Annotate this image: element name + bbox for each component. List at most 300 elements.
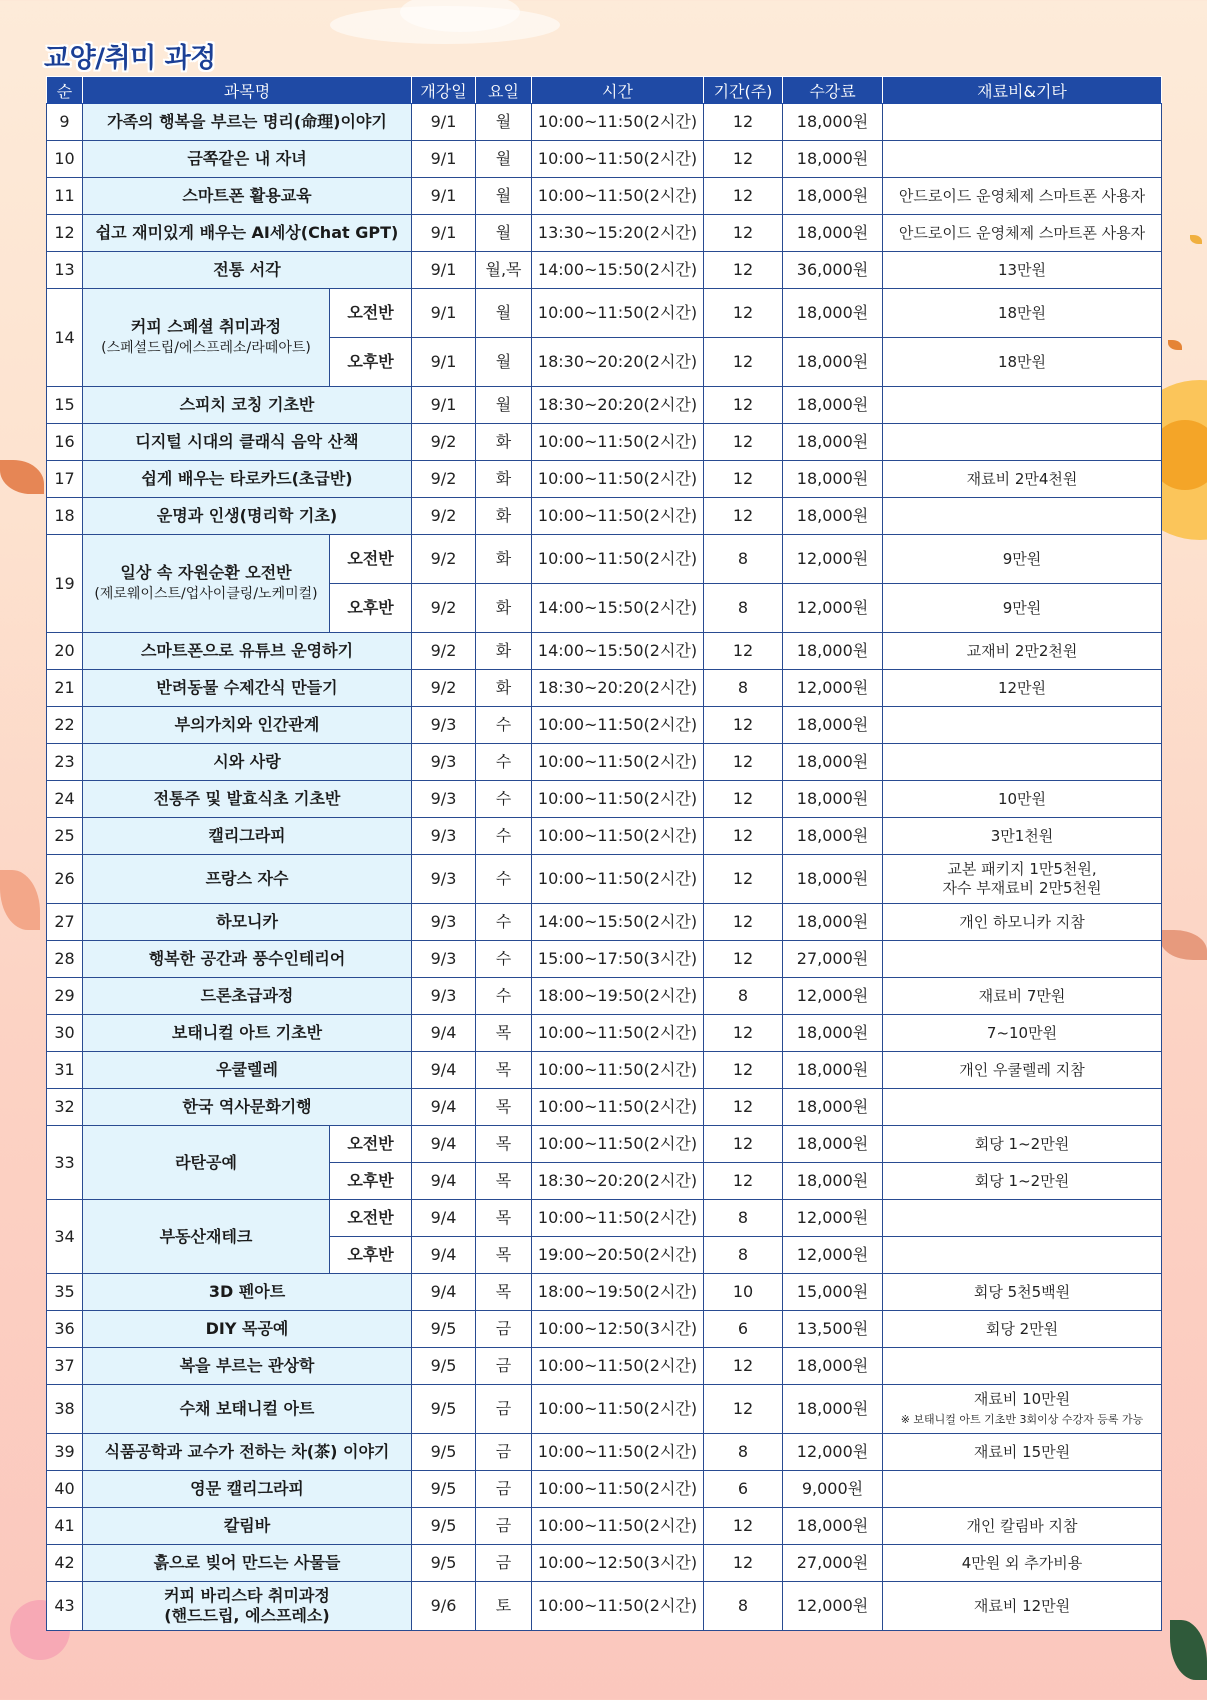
course-table [46, 76, 1162, 1631]
material-note [883, 744, 1162, 781]
tuition-fee: 13,500원 [783, 1311, 883, 1348]
course-name-text: 커피 스페셜 취미과정 [130, 317, 282, 337]
material-note [883, 387, 1162, 424]
course-name-text: 쉽고 재미있게 배우는 AI세상(Chat GPT) [95, 223, 399, 242]
table-row [47, 818, 1162, 855]
day-of-week: 월 [476, 289, 532, 338]
table-header-row [47, 77, 1162, 104]
material-note [883, 1508, 1162, 1545]
course-number: 24 [47, 781, 83, 818]
start-date: 9/4 [412, 1015, 476, 1052]
table-row [47, 1274, 1162, 1311]
start-date: 9/2 [412, 535, 476, 584]
course-name-text: 복을 부르는 관상학 [179, 1356, 315, 1375]
start-date: 9/3 [412, 978, 476, 1015]
material-note-text: 개인 칼림바 지참 [966, 1516, 1078, 1535]
tuition-fee: 18,000원 [783, 1126, 883, 1163]
tuition-fee: 12,000원 [783, 584, 883, 633]
material-note [883, 633, 1162, 670]
class-time: 19:00~20:50(2시간) [532, 1237, 704, 1274]
session-label: 오전반 [330, 289, 412, 338]
course-name [83, 1089, 412, 1126]
class-time: 18:30~20:20(2시간) [532, 1163, 704, 1200]
duration-weeks: 8 [704, 1434, 783, 1471]
leaf-decoration [1168, 340, 1182, 350]
class-time: 14:00~15:50(2시간) [532, 904, 704, 941]
day-of-week: 금 [476, 1311, 532, 1348]
course-number: 31 [47, 1052, 83, 1089]
tuition-fee: 18,000원 [783, 178, 883, 215]
class-time: 10:00~11:50(2시간) [532, 1508, 704, 1545]
material-note [883, 252, 1162, 289]
day-of-week: 목 [476, 1089, 532, 1126]
tuition-fee: 18,000원 [783, 1089, 883, 1126]
material-note-text: 재료비 12만원 [973, 1596, 1071, 1615]
day-of-week: 월,목 [476, 252, 532, 289]
duration-weeks: 12 [704, 1015, 783, 1052]
table-row [47, 178, 1162, 215]
day-of-week: 토 [476, 1582, 532, 1631]
material-note-text: 교재비 2만2천원 [966, 641, 1078, 660]
session-label: 오후반 [330, 584, 412, 633]
tuition-fee: 18,000원 [783, 338, 883, 387]
material-note-line2: 자수 부재료비 2만5천원 [942, 879, 1102, 897]
course-name-text: 캘리그라피 [208, 826, 286, 845]
duration-weeks: 8 [704, 1582, 783, 1631]
session-label: 오전반 [330, 535, 412, 584]
course-name [83, 855, 412, 904]
table-row [47, 1545, 1162, 1582]
table-row [47, 941, 1162, 978]
day-of-week: 화 [476, 424, 532, 461]
class-time: 18:30~20:20(2시간) [532, 387, 704, 424]
duration-weeks: 12 [704, 498, 783, 535]
duration-weeks: 12 [704, 387, 783, 424]
class-time: 10:00~11:50(2시간) [532, 498, 704, 535]
start-date: 9/4 [412, 1089, 476, 1126]
duration-weeks: 12 [704, 941, 783, 978]
duration-weeks: 12 [704, 1126, 783, 1163]
day-of-week: 수 [476, 904, 532, 941]
start-date: 9/3 [412, 904, 476, 941]
material-note [883, 1274, 1162, 1311]
course-name [83, 104, 412, 141]
duration-weeks: 12 [704, 1545, 783, 1582]
duration-weeks: 12 [704, 1089, 783, 1126]
tuition-fee: 18,000원 [783, 1052, 883, 1089]
table-row [47, 1471, 1162, 1508]
duration-weeks: 12 [704, 252, 783, 289]
day-of-week: 금 [476, 1348, 532, 1385]
course-name-text: 한국 역사문화기행 [182, 1097, 312, 1116]
course-name [83, 818, 412, 855]
course-name-text: 스마트폰 활용교육 [182, 186, 312, 205]
course-name [83, 1508, 412, 1545]
course-name-text: 행복한 공간과 풍수인테리어 [148, 949, 346, 968]
tuition-fee: 12,000원 [783, 670, 883, 707]
course-name [83, 941, 412, 978]
duration-weeks: 8 [704, 1237, 783, 1274]
course-number: 20 [47, 633, 83, 670]
course-number: 25 [47, 818, 83, 855]
table-row [47, 104, 1162, 141]
day-of-week: 목 [476, 1274, 532, 1311]
class-time: 10:00~11:50(2시간) [532, 855, 704, 904]
material-note-text: 재료비 15만원 [973, 1442, 1071, 1461]
day-of-week: 화 [476, 633, 532, 670]
course-name [83, 215, 412, 252]
start-date: 9/4 [412, 1200, 476, 1237]
tuition-fee: 18,000원 [783, 633, 883, 670]
course-name [83, 978, 412, 1015]
material-note: 회당 1~2만원 [883, 1163, 1162, 1200]
leaf-decoration [1170, 1620, 1207, 1680]
class-time: 10:00~11:50(2시간) [532, 424, 704, 461]
class-time: 10:00~11:50(2시간) [532, 1348, 704, 1385]
duration-weeks: 12 [704, 904, 783, 941]
course-name [83, 498, 412, 535]
material-note: 18만원 [883, 338, 1162, 387]
start-date: 9/5 [412, 1311, 476, 1348]
tuition-fee: 18,000원 [783, 498, 883, 535]
material-note [883, 1582, 1162, 1631]
table-row [47, 252, 1162, 289]
session-label: 오전반 [330, 1126, 412, 1163]
course-name [83, 535, 330, 633]
day-of-week: 수 [476, 941, 532, 978]
course-name-text: 반려동물 수제간식 만들기 [156, 678, 338, 697]
course-name-text: 프랑스 자수 [205, 869, 289, 888]
day-of-week: 목 [476, 1015, 532, 1052]
material-note-text: 재료비 10만원 [973, 1390, 1071, 1409]
class-time: 10:00~11:50(2시간) [532, 1126, 704, 1163]
material-note [883, 141, 1162, 178]
start-date: 9/5 [412, 1434, 476, 1471]
duration-weeks: 12 [704, 707, 783, 744]
tuition-fee: 18,000원 [783, 818, 883, 855]
leaf-decoration [1190, 235, 1202, 244]
tuition-fee: 18,000원 [783, 1163, 883, 1200]
header-course-name: 과목명 [83, 77, 412, 104]
class-time: 10:00~12:50(3시간) [532, 1545, 704, 1582]
course-name-text: 금쪽같은 내 자녀 [187, 149, 307, 168]
header-fee: 수강료 [783, 77, 883, 104]
day-of-week: 월 [476, 215, 532, 252]
class-time: 10:00~11:50(2시간) [532, 178, 704, 215]
day-of-week: 금 [476, 1508, 532, 1545]
start-date: 9/5 [412, 1508, 476, 1545]
material-note [883, 1015, 1162, 1052]
course-name-subtitle: (제로웨이스트/업사이클링/노케미컬) [94, 586, 318, 603]
course-name-text: 시와 사랑 [213, 752, 281, 771]
duration-weeks: 12 [704, 855, 783, 904]
material-note-text: 재료비 2만4천원 [966, 469, 1078, 488]
tuition-fee: 12,000원 [783, 1200, 883, 1237]
course-name-text: 하모니카 [216, 912, 278, 931]
material-note [883, 1311, 1162, 1348]
tuition-fee: 18,000원 [783, 744, 883, 781]
material-note-text: 7~10만원 [986, 1023, 1058, 1042]
duration-weeks: 12 [704, 215, 783, 252]
tuition-fee: 12,000원 [783, 978, 883, 1015]
course-name [83, 387, 412, 424]
duration-weeks: 12 [704, 781, 783, 818]
course-name-text: 보태니컬 아트 기초반 [171, 1023, 323, 1042]
material-note [883, 781, 1162, 818]
course-number: 42 [47, 1545, 83, 1582]
material-note-text: 안드로이드 운영체제 스마트폰 사용자 [898, 186, 1146, 205]
course-name [83, 744, 412, 781]
day-of-week: 금 [476, 1471, 532, 1508]
day-of-week: 월 [476, 338, 532, 387]
material-note-text: 개인 우쿨렐레 지참 [959, 1060, 1085, 1079]
session-label: 오후반 [330, 338, 412, 387]
material-note [883, 904, 1162, 941]
material-note [883, 1385, 1162, 1434]
start-date: 9/2 [412, 633, 476, 670]
course-name [83, 424, 412, 461]
day-of-week: 수 [476, 978, 532, 1015]
course-number: 37 [47, 1348, 83, 1385]
course-name [83, 1385, 412, 1434]
class-time: 10:00~11:50(2시간) [532, 1089, 704, 1126]
course-name-text: 3D 펜아트 [208, 1282, 286, 1301]
table-row [47, 855, 1162, 904]
material-note: 회당 1~2만원 [883, 1126, 1162, 1163]
class-time: 10:00~11:50(2시간) [532, 104, 704, 141]
course-name-subtitle: (스페셜드립/에스프레소/라떼아트) [101, 340, 311, 357]
class-time: 10:00~11:50(2시간) [532, 141, 704, 178]
start-date: 9/1 [412, 338, 476, 387]
session-label: 오후반 [330, 1237, 412, 1274]
table-row [47, 1385, 1162, 1434]
day-of-week: 월 [476, 104, 532, 141]
start-date: 9/4 [412, 1163, 476, 1200]
tuition-fee: 18,000원 [783, 141, 883, 178]
session-label: 오전반 [330, 1200, 412, 1237]
header-start-date: 개강일 [412, 77, 476, 104]
material-note-text: 안드로이드 운영체제 스마트폰 사용자 [898, 223, 1146, 242]
start-date: 9/4 [412, 1237, 476, 1274]
class-time: 18:00~19:50(2시간) [532, 978, 704, 1015]
start-date: 9/6 [412, 1582, 476, 1631]
class-time: 10:00~11:50(2시간) [532, 535, 704, 584]
duration-weeks: 12 [704, 461, 783, 498]
material-note [883, 104, 1162, 141]
day-of-week: 수 [476, 744, 532, 781]
tuition-fee: 15,000원 [783, 1274, 883, 1311]
duration-weeks: 12 [704, 178, 783, 215]
course-name-text: 칼림바 [223, 1516, 271, 1535]
duration-weeks: 12 [704, 1508, 783, 1545]
course-number: 30 [47, 1015, 83, 1052]
day-of-week: 금 [476, 1385, 532, 1434]
table-row [47, 535, 1162, 584]
day-of-week: 목 [476, 1163, 532, 1200]
course-number: 23 [47, 744, 83, 781]
class-time: 18:30~20:20(2시간) [532, 670, 704, 707]
class-time: 10:00~11:50(2시간) [532, 1582, 704, 1631]
tuition-fee: 18,000원 [783, 1348, 883, 1385]
course-number: 10 [47, 141, 83, 178]
duration-weeks: 12 [704, 1163, 783, 1200]
class-time: 13:30~15:20(2시간) [532, 215, 704, 252]
material-note-text: 3만1천원 [990, 826, 1054, 845]
table-row [47, 215, 1162, 252]
table-row [47, 744, 1162, 781]
class-time: 14:00~15:50(2시간) [532, 584, 704, 633]
course-number: 29 [47, 978, 83, 1015]
duration-weeks: 12 [704, 104, 783, 141]
start-date: 9/2 [412, 584, 476, 633]
tuition-fee: 12,000원 [783, 1582, 883, 1631]
tuition-fee: 9,000원 [783, 1471, 883, 1508]
course-name-text: 부동산재테크 [159, 1226, 253, 1246]
tuition-fee: 12,000원 [783, 1237, 883, 1274]
start-date: 9/3 [412, 744, 476, 781]
class-time: 14:00~15:50(2시간) [532, 252, 704, 289]
material-note [883, 1434, 1162, 1471]
tuition-fee: 12,000원 [783, 535, 883, 584]
day-of-week: 목 [476, 1126, 532, 1163]
tuition-fee: 18,000원 [783, 104, 883, 141]
material-note: 18만원 [883, 289, 1162, 338]
start-date: 9/2 [412, 461, 476, 498]
material-note: 9만원 [883, 584, 1162, 633]
header-day: 요일 [476, 77, 532, 104]
course-name-text: 일상 속 자원순환 오전반 [120, 563, 292, 583]
leaf-decoration [0, 460, 44, 494]
course-name [83, 1311, 412, 1348]
material-note [883, 707, 1162, 744]
course-name-text: 스마트폰으로 유튜브 운영하기 [140, 641, 354, 660]
duration-weeks: 12 [704, 1385, 783, 1434]
table-row [47, 461, 1162, 498]
table-row [47, 1052, 1162, 1089]
course-number: 34 [47, 1200, 83, 1274]
table-row [47, 1434, 1162, 1471]
material-note [883, 1471, 1162, 1508]
course-name [83, 252, 412, 289]
table-row [47, 1200, 1162, 1237]
material-note [883, 670, 1162, 707]
course-name [83, 1200, 330, 1274]
header-material: 재료비&기타 [883, 77, 1162, 104]
duration-weeks: 8 [704, 670, 783, 707]
course-name [83, 178, 412, 215]
material-note [883, 215, 1162, 252]
course-number: 9 [47, 104, 83, 141]
material-note [883, 978, 1162, 1015]
course-number: 35 [47, 1274, 83, 1311]
class-time: 10:00~11:50(2시간) [532, 289, 704, 338]
day-of-week: 월 [476, 387, 532, 424]
tuition-fee: 18,000원 [783, 387, 883, 424]
day-of-week: 화 [476, 498, 532, 535]
duration-weeks: 8 [704, 978, 783, 1015]
course-number: 21 [47, 670, 83, 707]
duration-weeks: 8 [704, 584, 783, 633]
day-of-week: 월 [476, 178, 532, 215]
course-name-text: 전통 서각 [213, 260, 281, 279]
course-name-text: 수채 보태니컬 아트 [179, 1399, 315, 1418]
course-name [83, 781, 412, 818]
course-number: 39 [47, 1434, 83, 1471]
course-name-text: DIY 목공예 [205, 1319, 289, 1338]
course-name-text: 디지털 시대의 클래식 음악 산책 [135, 432, 359, 451]
course-name-text: 영문 캘리그라피 [190, 1479, 304, 1498]
course-number: 19 [47, 535, 83, 633]
duration-weeks: 12 [704, 818, 783, 855]
tuition-fee: 18,000원 [783, 855, 883, 904]
session-label: 오후반 [330, 1163, 412, 1200]
day-of-week: 화 [476, 584, 532, 633]
start-date: 9/1 [412, 289, 476, 338]
table-row [47, 1508, 1162, 1545]
class-time: 18:30~20:20(2시간) [532, 338, 704, 387]
start-date: 9/3 [412, 707, 476, 744]
tuition-fee: 18,000원 [783, 707, 883, 744]
material-note-text: 회당 5천5백원 [973, 1282, 1071, 1301]
course-number: 27 [47, 904, 83, 941]
start-date: 9/2 [412, 424, 476, 461]
start-date: 9/2 [412, 670, 476, 707]
day-of-week: 수 [476, 818, 532, 855]
table-row [47, 1126, 1162, 1163]
course-number: 36 [47, 1311, 83, 1348]
table-row [47, 289, 1162, 338]
start-date: 9/5 [412, 1545, 476, 1582]
tuition-fee: 18,000원 [783, 1385, 883, 1434]
header-no: 순 [47, 77, 83, 104]
class-time: 10:00~11:50(2시간) [532, 1385, 704, 1434]
start-date: 9/3 [412, 781, 476, 818]
table-row [47, 670, 1162, 707]
material-note [883, 941, 1162, 978]
course-name-text: 부의가치와 인간관계 [174, 715, 320, 734]
duration-weeks: 8 [704, 535, 783, 584]
course-name-text: 커피 바리스타 취미과정 [164, 1586, 330, 1605]
start-date: 9/2 [412, 498, 476, 535]
table-row [47, 1015, 1162, 1052]
class-time: 10:00~11:50(2시간) [532, 1434, 704, 1471]
course-name [83, 1471, 412, 1508]
class-time: 10:00~11:50(2시간) [532, 744, 704, 781]
course-name [83, 1582, 412, 1631]
table-row [47, 1089, 1162, 1126]
tuition-fee: 18,000원 [783, 1015, 883, 1052]
course-number: 43 [47, 1582, 83, 1631]
course-number: 22 [47, 707, 83, 744]
table-row [47, 498, 1162, 535]
duration-weeks: 6 [704, 1311, 783, 1348]
day-of-week: 화 [476, 670, 532, 707]
tuition-fee: 18,000원 [783, 781, 883, 818]
day-of-week: 수 [476, 855, 532, 904]
material-note [883, 461, 1162, 498]
material-note [883, 1052, 1162, 1089]
tuition-fee: 18,000원 [783, 1508, 883, 1545]
start-date: 9/3 [412, 855, 476, 904]
course-number: 17 [47, 461, 83, 498]
material-note-small: ※ 보태니컬 아트 기초반 3회이상 수강자 등록 가능 [900, 1413, 1144, 1426]
material-note [883, 1200, 1162, 1237]
class-time: 18:00~19:50(2시간) [532, 1274, 704, 1311]
day-of-week: 금 [476, 1434, 532, 1471]
day-of-week: 월 [476, 141, 532, 178]
tuition-fee: 18,000원 [783, 904, 883, 941]
start-date: 9/1 [412, 178, 476, 215]
